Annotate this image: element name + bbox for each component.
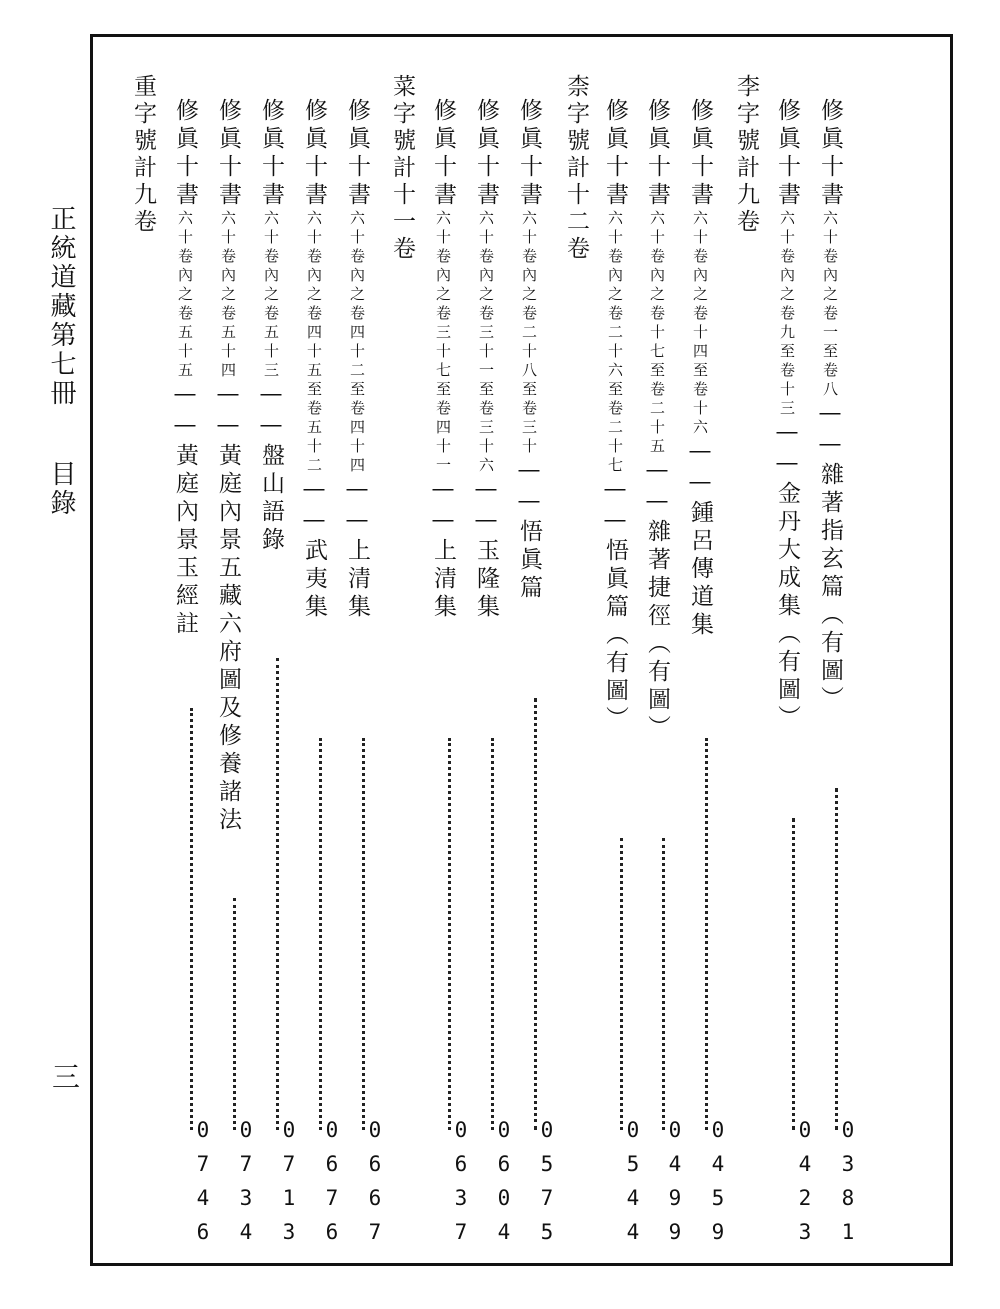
heading-li: 李字號計九卷 bbox=[733, 74, 759, 236]
entry-text: 修眞十書六十卷內之卷五十四——黃庭內景五藏六府圖及修養諸法 bbox=[215, 98, 241, 835]
dot-leader bbox=[534, 698, 537, 1130]
entry-text: 修眞十書六十卷內之卷二十八至卷三十——悟眞篇 bbox=[516, 98, 542, 603]
toc-entry[interactable] bbox=[215, 98, 258, 1254]
section-mark: 目錄 bbox=[46, 460, 76, 518]
heading-zhong: 重字號計九卷 bbox=[130, 74, 156, 236]
entry-page: 0713 bbox=[277, 1118, 301, 1254]
dot-leader bbox=[705, 738, 708, 1130]
dot-leader bbox=[491, 738, 494, 1130]
dot-leader bbox=[662, 838, 665, 1130]
entry-page: 0499 bbox=[663, 1118, 687, 1254]
dot-leader bbox=[792, 818, 795, 1130]
dot-leader bbox=[448, 738, 451, 1130]
dot-leader bbox=[620, 838, 623, 1130]
toc-entry[interactable] bbox=[602, 98, 645, 1254]
entry-text: 修眞十書六十卷內之卷四十二至卷四十四——上清集 bbox=[344, 98, 370, 622]
heading-cai: 菜字號計十一卷 bbox=[389, 74, 415, 263]
entry-page: 0575 bbox=[535, 1118, 559, 1254]
entry-text: 修眞十書六十卷內之卷十四至卷十六——鍾呂傳道集 bbox=[687, 98, 713, 640]
toc-entry[interactable] bbox=[644, 98, 687, 1254]
heading-nai: 柰字號計十二卷 bbox=[563, 74, 589, 263]
entry-text: 修眞十書六十卷內之卷一至卷八——雜著指玄篇（有圖） bbox=[817, 98, 843, 714]
toc-entry[interactable] bbox=[687, 98, 730, 1254]
entry-page: 0637 bbox=[449, 1118, 473, 1254]
entry-text: 修眞十書六十卷內之卷五十五——黃庭內景玉經註 bbox=[172, 98, 198, 639]
entry-page: 0676 bbox=[320, 1118, 344, 1254]
dot-leader bbox=[233, 898, 236, 1130]
toc-entry[interactable] bbox=[817, 98, 860, 1254]
entry-page: 0423 bbox=[793, 1118, 817, 1254]
entry-page: 0667 bbox=[363, 1118, 387, 1254]
toc-entry[interactable] bbox=[172, 98, 215, 1254]
entry-text: 修眞十書六十卷內之卷五十三——盤山語錄 bbox=[258, 98, 284, 555]
entry-page: 0544 bbox=[621, 1118, 645, 1254]
entry-text: 修眞十書六十卷內之卷二十六至卷二十七——悟眞篇（有圖） bbox=[602, 98, 628, 734]
toc-entry[interactable] bbox=[430, 98, 473, 1254]
dot-leader bbox=[319, 738, 322, 1130]
toc-entry[interactable] bbox=[473, 98, 516, 1254]
toc-entry[interactable] bbox=[344, 98, 387, 1254]
entry-text: 修眞十書六十卷內之卷三十一至卷三十六——玉隆集 bbox=[473, 98, 499, 622]
dot-leader bbox=[362, 738, 365, 1130]
toc-entry[interactable] bbox=[774, 98, 817, 1254]
dot-leader bbox=[276, 658, 279, 1130]
toc-entry[interactable] bbox=[258, 98, 301, 1254]
entry-text: 修眞十書六十卷內之卷三十七至卷四十一——上清集 bbox=[430, 98, 456, 622]
entry-text: 修眞十書六十卷內之卷九至卷十三——金丹大成集（有圖） bbox=[774, 98, 800, 733]
entry-text: 修眞十書六十卷內之卷四十五至卷五十二——武夷集 bbox=[301, 98, 327, 622]
volume-title: 正統道藏第七冊 bbox=[46, 205, 76, 408]
entry-text: 修眞十書六十卷內之卷十七至卷二十五——雜著捷徑（有圖） bbox=[644, 98, 670, 743]
dot-leader bbox=[835, 788, 838, 1130]
entry-page: 0734 bbox=[234, 1118, 258, 1254]
dot-leader bbox=[190, 708, 193, 1130]
entry-page: 0459 bbox=[706, 1118, 730, 1254]
toc-entry[interactable] bbox=[516, 98, 559, 1254]
page-number: 三 bbox=[48, 1062, 81, 1090]
entry-page: 0604 bbox=[492, 1118, 516, 1254]
toc-entry[interactable] bbox=[301, 98, 344, 1254]
entry-page: 0381 bbox=[836, 1118, 860, 1254]
entry-page: 0746 bbox=[191, 1118, 215, 1254]
